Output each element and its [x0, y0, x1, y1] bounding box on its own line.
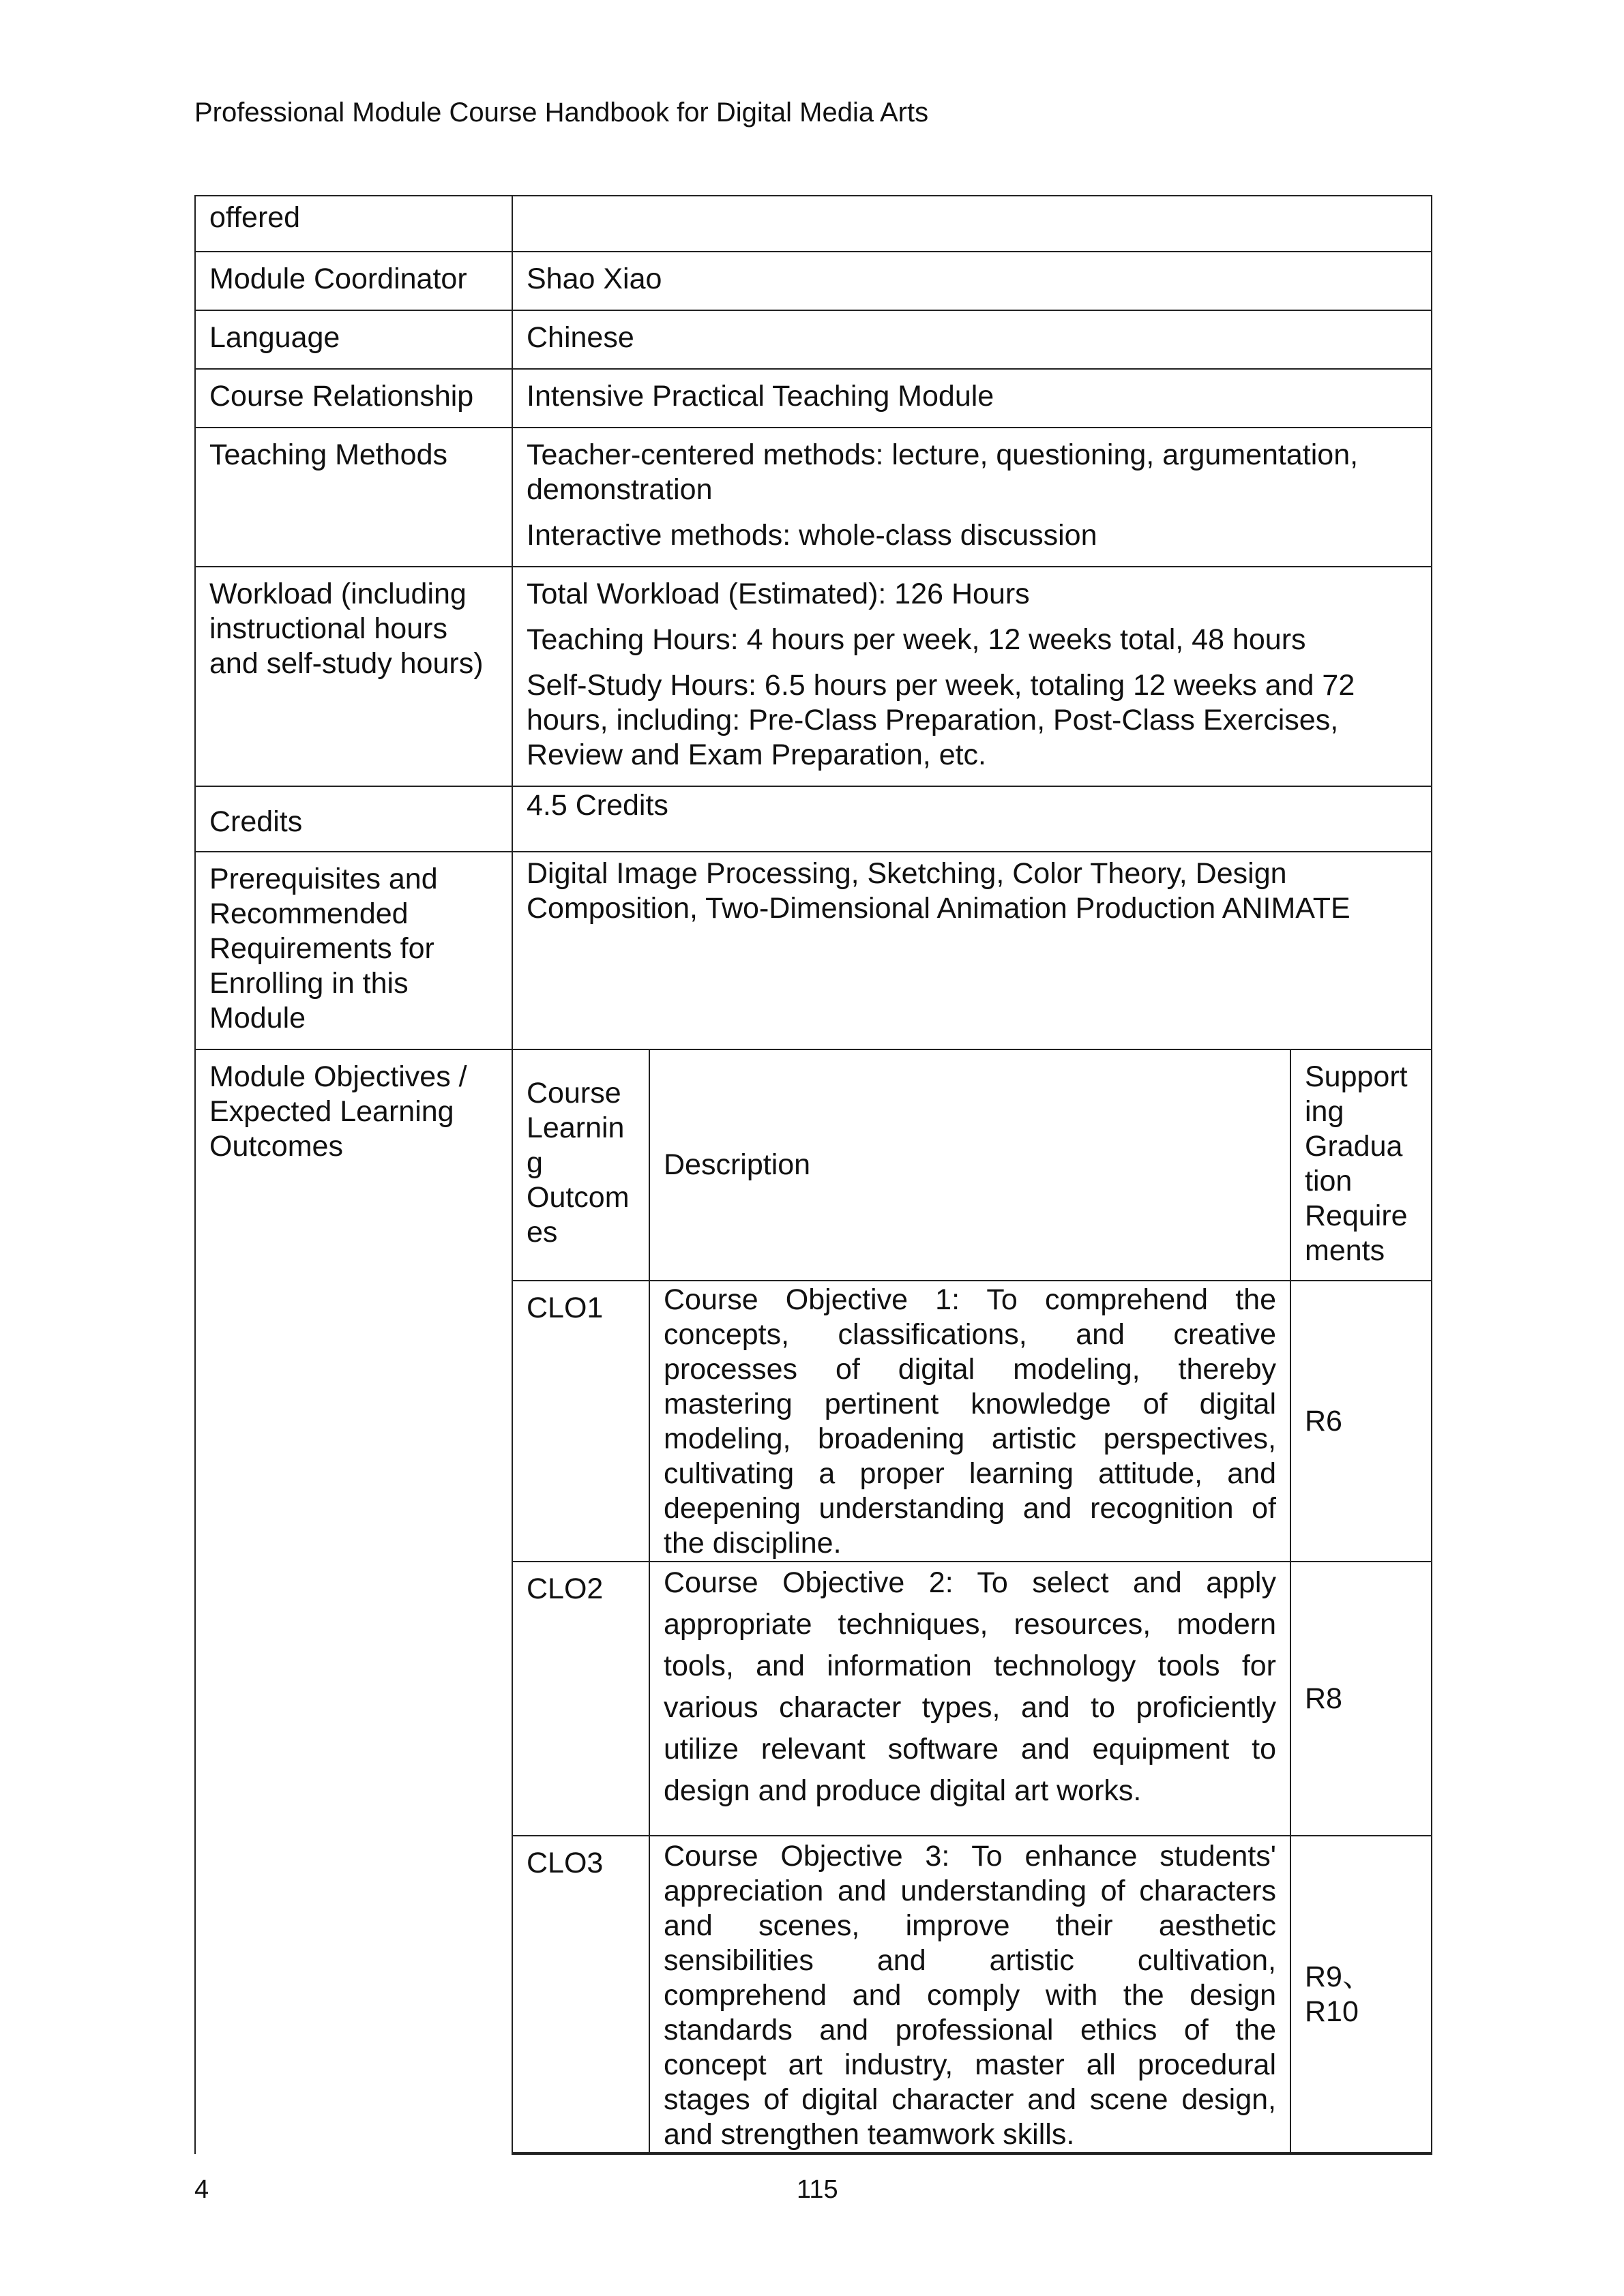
workload-line: Teaching Hours: 4 hours per week, 12 weeks total, 48 hours [527, 623, 1306, 656]
row-coordinator [195, 252, 1432, 310]
clo-row [513, 1836, 1432, 2153]
row-label: Prerequisites and Recommended Requirements for Enrolling in this Module [195, 852, 512, 1049]
row-label: Teaching Methods [195, 428, 512, 567]
row-label: Course Relationship [195, 369, 512, 428]
running-header: Professional Module Course Handbook for Digital Media Arts [194, 98, 929, 128]
row-prerequisites [195, 852, 1432, 1049]
row-label: Module Objectives / Expected Learning Outcomes [195, 1049, 512, 2154]
row-workload [195, 567, 1432, 786]
row-value: Chinese [512, 310, 1432, 369]
page-number-center: 115 [797, 2175, 838, 2204]
row-value: Digital Image Processing, Sketching, Color Theory, Design Composition, Two-Dimensional Animation Production ANIMATE [512, 852, 1432, 1049]
clo-id: CLO1 [513, 1281, 649, 1562]
row-credits [195, 786, 1432, 852]
teaching-methods-line: Teacher-centered methods: lecture, questioning, argumentation, demonstration [527, 438, 1359, 506]
clo-requirement: R9、R10 [1290, 1836, 1432, 2153]
clo-description: Course Objective 2: To select and apply appropriate techniques, resources, modern tools, and information technology tools for various character types, and to proficiently utilize relevant software and equipment to design and produce digital art works. [649, 1562, 1290, 1836]
workload-line: Self-Study Hours: 6.5 hours per week, totaling 12 weeks and 72 hours, including: Pre-Class Preparation, Post-Class Exercises, Review and Exam Preparation, etc. [527, 669, 1355, 771]
row-value: 4.5 Credits [512, 786, 1432, 852]
clo-row [513, 1281, 1432, 1562]
row-label: Language [195, 310, 512, 369]
clo-container [512, 1049, 1432, 2154]
row-label: offered [195, 196, 512, 252]
row-label: Workload (including instructional hours and self-study hours) [195, 567, 512, 786]
clo-requirement: R6 [1290, 1281, 1432, 1562]
workload-line: Total Workload (Estimated): 126 Hours [527, 578, 1030, 610]
clo-header-row [513, 1050, 1432, 1281]
row-value: Intensive Practical Teaching Module [512, 369, 1432, 428]
row-objectives [195, 1049, 1432, 2154]
module-table [194, 195, 1432, 2155]
page-number-left: 4 [194, 2175, 209, 2204]
clo-description: Course Objective 3: To enhance students' appreciation and understanding of characters and scenes, improve their aesthetic sensibilities and artistic cultivation, comprehend and comply with the design standards and professional ethics of the concept art industry, master all procedural stages of digital character and scene design, and strengthen teamwork skills. [649, 1836, 1290, 2153]
row-relationship [195, 369, 1432, 428]
clo-id: CLO3 [513, 1836, 649, 2153]
row-language [195, 310, 1432, 369]
clo-row [513, 1562, 1432, 1836]
row-teaching-methods [195, 428, 1432, 567]
row-value [512, 567, 1432, 786]
row-value [512, 428, 1432, 567]
clo-id: CLO2 [513, 1562, 649, 1836]
clo-table [513, 1050, 1432, 2153]
row-label: Module Coordinator [195, 252, 512, 310]
clo-header-outcomes: Course Learnin g Outcom es [513, 1050, 649, 1281]
clo-header-requirements: Support ing Gradua tion Require ments [1290, 1050, 1432, 1281]
row-label: Credits [195, 786, 512, 852]
clo-requirement: R8 [1290, 1562, 1432, 1836]
clo-description: Course Objective 1: To comprehend the concepts, classifications, and creative processes of digital modeling, thereby mastering pertinent knowledge of digital modeling, broadening artistic perspectives, cultivating a proper learning attitude, and deepening understanding and recognition of the discipline. [649, 1281, 1290, 1562]
teaching-methods-line: Interactive methods: whole-class discussion [527, 519, 1097, 552]
clo-header-description: Description [649, 1050, 1290, 1281]
row-value: Shao Xiao [512, 252, 1432, 310]
row-offered [195, 196, 1432, 252]
row-value [512, 196, 1432, 252]
